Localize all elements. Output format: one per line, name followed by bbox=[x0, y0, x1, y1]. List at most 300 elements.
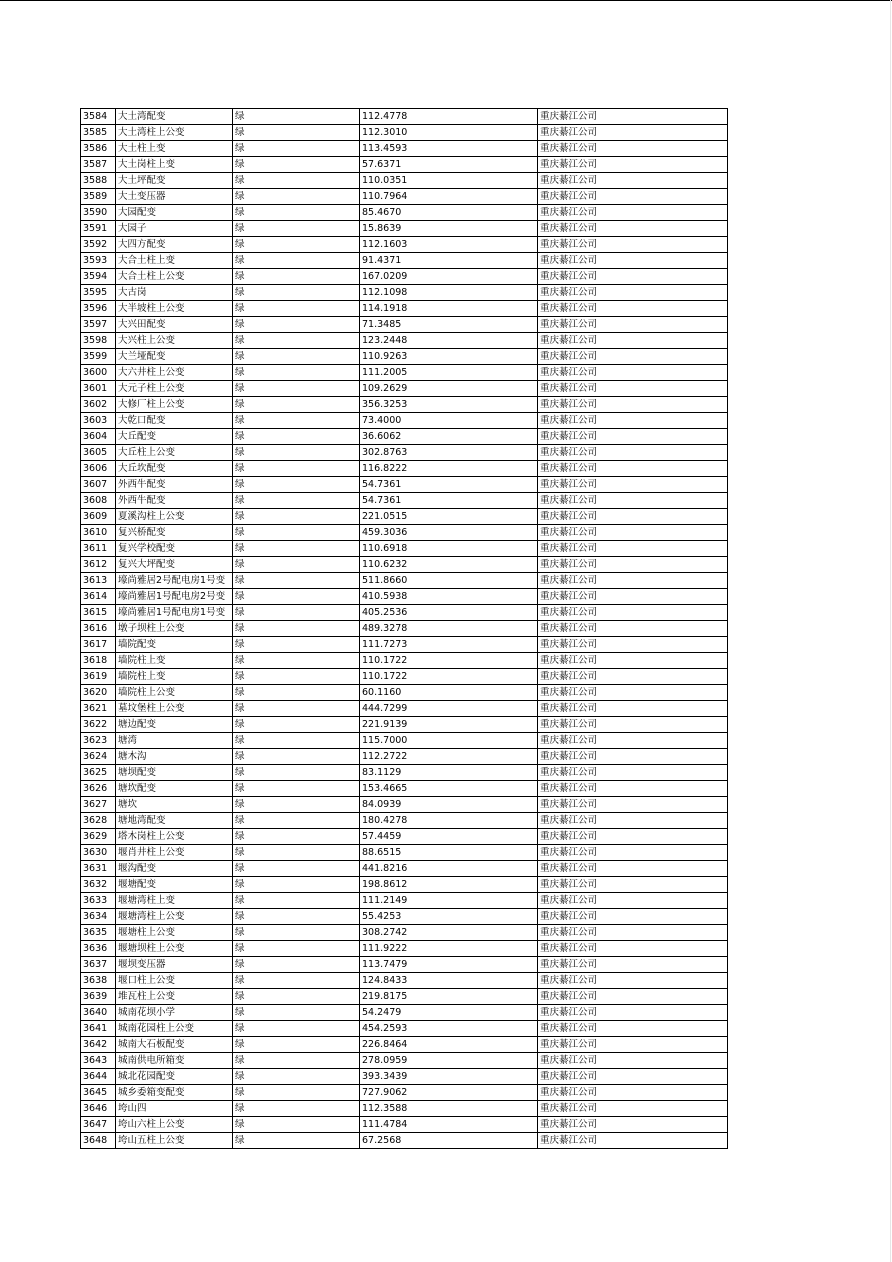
company-cell: 重庆綦江公司 bbox=[538, 925, 728, 941]
company-cell: 重庆綦江公司 bbox=[538, 189, 728, 205]
row-number-cell: 3633 bbox=[81, 893, 116, 909]
value-cell: 444.7299 bbox=[360, 701, 538, 717]
transformer-name-cell: 大元子柱上公变 bbox=[116, 381, 233, 397]
row-number-cell: 3620 bbox=[81, 685, 116, 701]
row-number-cell: 3605 bbox=[81, 445, 116, 461]
transformer-name-cell: 墩子坝柱上公变 bbox=[116, 621, 233, 637]
company-cell: 重庆綦江公司 bbox=[538, 845, 728, 861]
row-number-cell: 3640 bbox=[81, 1005, 116, 1021]
value-cell: 302.8763 bbox=[360, 445, 538, 461]
value-cell: 57.4459 bbox=[360, 829, 538, 845]
company-cell: 重庆綦江公司 bbox=[538, 557, 728, 573]
row-number-cell: 3647 bbox=[81, 1117, 116, 1133]
row-number-cell: 3615 bbox=[81, 605, 116, 621]
table-row bbox=[81, 685, 728, 701]
row-number-cell: 3630 bbox=[81, 845, 116, 861]
value-cell: 114.1918 bbox=[360, 301, 538, 317]
transformer-name-cell: 外西牛配变 bbox=[116, 477, 233, 493]
company-cell: 重庆綦江公司 bbox=[538, 637, 728, 653]
transformer-name-cell: 塘湾 bbox=[116, 733, 233, 749]
value-cell: 459.3036 bbox=[360, 525, 538, 541]
row-number-cell: 3594 bbox=[81, 269, 116, 285]
transformer-name-cell: 墓坟堡柱上公变 bbox=[116, 701, 233, 717]
row-number-cell: 3614 bbox=[81, 589, 116, 605]
table-row bbox=[81, 749, 728, 765]
status-color-cell: 绿 bbox=[233, 765, 360, 781]
row-number-cell: 3638 bbox=[81, 973, 116, 989]
value-cell: 110.1722 bbox=[360, 653, 538, 669]
transformer-name-cell: 城北花园配变 bbox=[116, 1069, 233, 1085]
row-number-cell: 3597 bbox=[81, 317, 116, 333]
status-color-cell: 绿 bbox=[233, 269, 360, 285]
transformer-name-cell: 壕尚雅居1号配电房1号变 bbox=[116, 605, 233, 621]
transformer-name-cell: 塘地湾配变 bbox=[116, 813, 233, 829]
table-row bbox=[81, 845, 728, 861]
transformer-name-cell: 堰塘坝柱上公变 bbox=[116, 941, 233, 957]
table-row bbox=[81, 429, 728, 445]
transformer-name-cell: 塘坝配变 bbox=[116, 765, 233, 781]
table-row bbox=[81, 285, 728, 301]
value-cell: 441.8216 bbox=[360, 861, 538, 877]
row-number-cell: 3596 bbox=[81, 301, 116, 317]
value-cell: 356.3253 bbox=[360, 397, 538, 413]
transformer-name-cell: 夏溪沟柱上公变 bbox=[116, 509, 233, 525]
row-number-cell: 3636 bbox=[81, 941, 116, 957]
value-cell: 110.6918 bbox=[360, 541, 538, 557]
table-row bbox=[81, 349, 728, 365]
value-cell: 116.8222 bbox=[360, 461, 538, 477]
company-cell: 重庆綦江公司 bbox=[538, 253, 728, 269]
company-cell: 重庆綦江公司 bbox=[538, 765, 728, 781]
transformer-name-cell: 堰塘配变 bbox=[116, 877, 233, 893]
row-number-cell: 3617 bbox=[81, 637, 116, 653]
transformer-name-cell: 堰塘柱上公变 bbox=[116, 925, 233, 941]
company-cell: 重庆綦江公司 bbox=[538, 397, 728, 413]
row-number-cell: 3608 bbox=[81, 493, 116, 509]
table-row bbox=[81, 1069, 728, 1085]
row-number-cell: 3601 bbox=[81, 381, 116, 397]
value-cell: 85.4670 bbox=[360, 205, 538, 221]
row-number-cell: 3641 bbox=[81, 1021, 116, 1037]
transformer-name-cell: 大土湾柱上公变 bbox=[116, 125, 233, 141]
company-cell: 重庆綦江公司 bbox=[538, 365, 728, 381]
status-color-cell: 绿 bbox=[233, 141, 360, 157]
value-cell: 110.0351 bbox=[360, 173, 538, 189]
table-row bbox=[81, 301, 728, 317]
table-row bbox=[81, 253, 728, 269]
table-row bbox=[81, 1117, 728, 1133]
table-row bbox=[81, 141, 728, 157]
row-number-cell: 3628 bbox=[81, 813, 116, 829]
transformer-name-cell: 大合土柱上变 bbox=[116, 253, 233, 269]
table-row bbox=[81, 829, 728, 845]
status-color-cell: 绿 bbox=[233, 429, 360, 445]
value-cell: 54.7361 bbox=[360, 493, 538, 509]
transformer-name-cell: 大园子 bbox=[116, 221, 233, 237]
table-row bbox=[81, 941, 728, 957]
value-cell: 54.7361 bbox=[360, 477, 538, 493]
status-color-cell: 绿 bbox=[233, 237, 360, 253]
transformer-name-cell: 塔木岗柱上公变 bbox=[116, 829, 233, 845]
transformer-name-cell: 复兴大坪配变 bbox=[116, 557, 233, 573]
row-number-cell: 3598 bbox=[81, 333, 116, 349]
status-color-cell: 绿 bbox=[233, 317, 360, 333]
transformer-name-cell: 大土湾配变 bbox=[116, 109, 233, 125]
table-row bbox=[81, 925, 728, 941]
page-right-edge bbox=[890, 0, 891, 1262]
value-cell: 112.1098 bbox=[360, 285, 538, 301]
row-number-cell: 3644 bbox=[81, 1069, 116, 1085]
transformer-name-cell: 大园配变 bbox=[116, 205, 233, 221]
company-cell: 重庆綦江公司 bbox=[538, 237, 728, 253]
value-cell: 112.4778 bbox=[360, 109, 538, 125]
value-cell: 153.4665 bbox=[360, 781, 538, 797]
transformer-name-cell: 堰口柱上公变 bbox=[116, 973, 233, 989]
company-cell: 重庆綦江公司 bbox=[538, 685, 728, 701]
table-row bbox=[81, 781, 728, 797]
status-color-cell: 绿 bbox=[233, 221, 360, 237]
value-cell: 111.9222 bbox=[360, 941, 538, 957]
transformer-name-cell: 大修厂柱上公变 bbox=[116, 397, 233, 413]
company-cell: 重庆綦江公司 bbox=[538, 1053, 728, 1069]
value-cell: 111.7273 bbox=[360, 637, 538, 653]
table-row bbox=[81, 413, 728, 429]
row-number-cell: 3590 bbox=[81, 205, 116, 221]
value-cell: 727.9062 bbox=[360, 1085, 538, 1101]
transformer-name-cell: 大半坡柱上公变 bbox=[116, 301, 233, 317]
table-row bbox=[81, 221, 728, 237]
status-color-cell: 绿 bbox=[233, 733, 360, 749]
status-color-cell: 绿 bbox=[233, 173, 360, 189]
company-cell: 重庆綦江公司 bbox=[538, 269, 728, 285]
status-color-cell: 绿 bbox=[233, 749, 360, 765]
company-cell: 重庆綦江公司 bbox=[538, 301, 728, 317]
company-cell: 重庆綦江公司 bbox=[538, 445, 728, 461]
status-color-cell: 绿 bbox=[233, 621, 360, 637]
status-color-cell: 绿 bbox=[233, 525, 360, 541]
row-number-cell: 3626 bbox=[81, 781, 116, 797]
value-cell: 110.9263 bbox=[360, 349, 538, 365]
row-number-cell: 3637 bbox=[81, 957, 116, 973]
status-color-cell: 绿 bbox=[233, 1117, 360, 1133]
value-cell: 112.3588 bbox=[360, 1101, 538, 1117]
status-color-cell: 绿 bbox=[233, 1085, 360, 1101]
transformer-name-cell: 垮山六柱上公变 bbox=[116, 1117, 233, 1133]
company-cell: 重庆綦江公司 bbox=[538, 989, 728, 1005]
transformer-name-cell: 城乡委箱变配变 bbox=[116, 1085, 233, 1101]
table-row bbox=[81, 877, 728, 893]
table-row bbox=[81, 765, 728, 781]
value-cell: 91.4371 bbox=[360, 253, 538, 269]
table-row bbox=[81, 893, 728, 909]
company-cell: 重庆綦江公司 bbox=[538, 429, 728, 445]
table-row bbox=[81, 717, 728, 733]
company-cell: 重庆綦江公司 bbox=[538, 1117, 728, 1133]
row-number-cell: 3589 bbox=[81, 189, 116, 205]
value-cell: 489.3278 bbox=[360, 621, 538, 637]
table-row bbox=[81, 605, 728, 621]
value-cell: 112.1603 bbox=[360, 237, 538, 253]
value-cell: 115.7000 bbox=[360, 733, 538, 749]
company-cell: 重庆綦江公司 bbox=[538, 381, 728, 397]
row-number-cell: 3646 bbox=[81, 1101, 116, 1117]
table-row bbox=[81, 317, 728, 333]
table-row bbox=[81, 1021, 728, 1037]
status-color-cell: 绿 bbox=[233, 349, 360, 365]
value-cell: 84.0939 bbox=[360, 797, 538, 813]
company-cell: 重庆綦江公司 bbox=[538, 973, 728, 989]
table-row bbox=[81, 1053, 728, 1069]
company-cell: 重庆綦江公司 bbox=[538, 877, 728, 893]
table-row bbox=[81, 973, 728, 989]
status-color-cell: 绿 bbox=[233, 557, 360, 573]
status-color-cell: 绿 bbox=[233, 1133, 360, 1149]
company-cell: 重庆綦江公司 bbox=[538, 589, 728, 605]
row-number-cell: 3591 bbox=[81, 221, 116, 237]
transformer-name-cell: 大合土柱上公变 bbox=[116, 269, 233, 285]
table-row bbox=[81, 573, 728, 589]
value-cell: 454.2593 bbox=[360, 1021, 538, 1037]
status-color-cell: 绿 bbox=[233, 253, 360, 269]
transformer-name-cell: 大兰垭配变 bbox=[116, 349, 233, 365]
transformer-name-cell: 城南花坝小学 bbox=[116, 1005, 233, 1021]
status-color-cell: 绿 bbox=[233, 605, 360, 621]
table-row bbox=[81, 269, 728, 285]
transformer-name-cell: 堆瓦柱上公变 bbox=[116, 989, 233, 1005]
row-number-cell: 3619 bbox=[81, 669, 116, 685]
status-color-cell: 绿 bbox=[233, 1069, 360, 1085]
transformer-name-cell: 大乾口配变 bbox=[116, 413, 233, 429]
transformer-name-cell: 塘坎 bbox=[116, 797, 233, 813]
table-row bbox=[81, 1133, 728, 1149]
company-cell: 重庆綦江公司 bbox=[538, 413, 728, 429]
company-cell: 重庆綦江公司 bbox=[538, 1005, 728, 1021]
company-cell: 重庆綦江公司 bbox=[538, 541, 728, 557]
transformer-name-cell: 大兴柱上公变 bbox=[116, 333, 233, 349]
value-cell: 111.2149 bbox=[360, 893, 538, 909]
row-number-cell: 3613 bbox=[81, 573, 116, 589]
table-row bbox=[81, 109, 728, 125]
value-cell: 111.2005 bbox=[360, 365, 538, 381]
table-row bbox=[81, 477, 728, 493]
status-color-cell: 绿 bbox=[233, 669, 360, 685]
status-color-cell: 绿 bbox=[233, 1021, 360, 1037]
status-color-cell: 绿 bbox=[233, 973, 360, 989]
row-number-cell: 3592 bbox=[81, 237, 116, 253]
value-cell: 54.2479 bbox=[360, 1005, 538, 1021]
status-color-cell: 绿 bbox=[233, 461, 360, 477]
table-row bbox=[81, 909, 728, 925]
transformer-name-cell: 大土岗柱上变 bbox=[116, 157, 233, 173]
transformer-name-cell: 堰塘湾柱上变 bbox=[116, 893, 233, 909]
row-number-cell: 3587 bbox=[81, 157, 116, 173]
status-color-cell: 绿 bbox=[233, 1005, 360, 1021]
status-color-cell: 绿 bbox=[233, 109, 360, 125]
table-row bbox=[81, 189, 728, 205]
company-cell: 重庆綦江公司 bbox=[538, 333, 728, 349]
status-color-cell: 绿 bbox=[233, 989, 360, 1005]
table-row bbox=[81, 861, 728, 877]
status-color-cell: 绿 bbox=[233, 685, 360, 701]
table-row bbox=[81, 237, 728, 253]
transformer-name-cell: 壕尚雅居1号配电房2号变 bbox=[116, 589, 233, 605]
status-color-cell: 绿 bbox=[233, 445, 360, 461]
table-row bbox=[81, 125, 728, 141]
company-cell: 重庆綦江公司 bbox=[538, 109, 728, 125]
row-number-cell: 3648 bbox=[81, 1133, 116, 1149]
status-color-cell: 绿 bbox=[233, 957, 360, 973]
company-cell: 重庆綦江公司 bbox=[538, 653, 728, 669]
value-cell: 71.3485 bbox=[360, 317, 538, 333]
company-cell: 重庆綦江公司 bbox=[538, 717, 728, 733]
value-cell: 226.8464 bbox=[360, 1037, 538, 1053]
row-number-cell: 3635 bbox=[81, 925, 116, 941]
company-cell: 重庆綦江公司 bbox=[538, 605, 728, 621]
table-row bbox=[81, 333, 728, 349]
table-row bbox=[81, 813, 728, 829]
value-cell: 123.2448 bbox=[360, 333, 538, 349]
status-color-cell: 绿 bbox=[233, 701, 360, 717]
value-cell: 110.1722 bbox=[360, 669, 538, 685]
transformer-name-cell: 大丘配变 bbox=[116, 429, 233, 445]
transformer-name-cell: 大丘柱上公变 bbox=[116, 445, 233, 461]
value-cell: 278.0959 bbox=[360, 1053, 538, 1069]
company-cell: 重庆綦江公司 bbox=[538, 941, 728, 957]
value-cell: 410.5938 bbox=[360, 589, 538, 605]
company-cell: 重庆綦江公司 bbox=[538, 477, 728, 493]
row-number-cell: 3645 bbox=[81, 1085, 116, 1101]
row-number-cell: 3610 bbox=[81, 525, 116, 541]
table-row bbox=[81, 621, 728, 637]
company-cell: 重庆綦江公司 bbox=[538, 157, 728, 173]
value-cell: 55.4253 bbox=[360, 909, 538, 925]
table-row bbox=[81, 637, 728, 653]
table-row bbox=[81, 397, 728, 413]
company-cell: 重庆綦江公司 bbox=[538, 573, 728, 589]
status-color-cell: 绿 bbox=[233, 909, 360, 925]
row-number-cell: 3604 bbox=[81, 429, 116, 445]
row-number-cell: 3618 bbox=[81, 653, 116, 669]
company-cell: 重庆綦江公司 bbox=[538, 893, 728, 909]
table-row bbox=[81, 493, 728, 509]
row-number-cell: 3629 bbox=[81, 829, 116, 845]
row-number-cell: 3586 bbox=[81, 141, 116, 157]
row-number-cell: 3612 bbox=[81, 557, 116, 573]
company-cell: 重庆綦江公司 bbox=[538, 813, 728, 829]
status-color-cell: 绿 bbox=[233, 285, 360, 301]
table-row bbox=[81, 669, 728, 685]
status-color-cell: 绿 bbox=[233, 365, 360, 381]
status-color-cell: 绿 bbox=[233, 925, 360, 941]
value-cell: 405.2536 bbox=[360, 605, 538, 621]
row-number-cell: 3634 bbox=[81, 909, 116, 925]
transformer-table bbox=[80, 108, 728, 1149]
table-row bbox=[81, 653, 728, 669]
company-cell: 重庆綦江公司 bbox=[538, 669, 728, 685]
status-color-cell: 绿 bbox=[233, 877, 360, 893]
table-row bbox=[81, 541, 728, 557]
transformer-name-cell: 大土坪配变 bbox=[116, 173, 233, 189]
row-number-cell: 3602 bbox=[81, 397, 116, 413]
row-number-cell: 3600 bbox=[81, 365, 116, 381]
status-color-cell: 绿 bbox=[233, 717, 360, 733]
company-cell: 重庆綦江公司 bbox=[538, 1133, 728, 1149]
transformer-name-cell: 城南花园柱上公变 bbox=[116, 1021, 233, 1037]
company-cell: 重庆綦江公司 bbox=[538, 173, 728, 189]
status-color-cell: 绿 bbox=[233, 1053, 360, 1069]
value-cell: 112.2722 bbox=[360, 749, 538, 765]
value-cell: 221.0515 bbox=[360, 509, 538, 525]
status-color-cell: 绿 bbox=[233, 893, 360, 909]
value-cell: 109.2629 bbox=[360, 381, 538, 397]
value-cell: 113.7479 bbox=[360, 957, 538, 973]
value-cell: 124.8433 bbox=[360, 973, 538, 989]
transformer-name-cell: 大兴田配变 bbox=[116, 317, 233, 333]
table-row bbox=[81, 733, 728, 749]
row-number-cell: 3643 bbox=[81, 1053, 116, 1069]
status-color-cell: 绿 bbox=[233, 477, 360, 493]
status-color-cell: 绿 bbox=[233, 1101, 360, 1117]
status-color-cell: 绿 bbox=[233, 829, 360, 845]
table-row bbox=[81, 797, 728, 813]
company-cell: 重庆綦江公司 bbox=[538, 509, 728, 525]
transformer-name-cell: 城南供电所箱变 bbox=[116, 1053, 233, 1069]
row-number-cell: 3639 bbox=[81, 989, 116, 1005]
transformer-name-cell: 塘坎配变 bbox=[116, 781, 233, 797]
row-number-cell: 3624 bbox=[81, 749, 116, 765]
status-color-cell: 绿 bbox=[233, 189, 360, 205]
status-color-cell: 绿 bbox=[233, 301, 360, 317]
status-color-cell: 绿 bbox=[233, 397, 360, 413]
row-number-cell: 3595 bbox=[81, 285, 116, 301]
value-cell: 60.1160 bbox=[360, 685, 538, 701]
table-row bbox=[81, 557, 728, 573]
transformer-name-cell: 垮山四 bbox=[116, 1101, 233, 1117]
row-number-cell: 3623 bbox=[81, 733, 116, 749]
transformer-name-cell: 墙院柱上公变 bbox=[116, 685, 233, 701]
table-row bbox=[81, 445, 728, 461]
company-cell: 重庆綦江公司 bbox=[538, 733, 728, 749]
transformer-name-cell: 塘边配变 bbox=[116, 717, 233, 733]
company-cell: 重庆綦江公司 bbox=[538, 317, 728, 333]
value-cell: 111.4784 bbox=[360, 1117, 538, 1133]
company-cell: 重庆綦江公司 bbox=[538, 1069, 728, 1085]
value-cell: 198.8612 bbox=[360, 877, 538, 893]
transformer-name-cell: 堰沟配变 bbox=[116, 861, 233, 877]
company-cell: 重庆綦江公司 bbox=[538, 349, 728, 365]
row-number-cell: 3632 bbox=[81, 877, 116, 893]
status-color-cell: 绿 bbox=[233, 413, 360, 429]
transformer-name-cell: 墙院柱上变 bbox=[116, 669, 233, 685]
table-row bbox=[81, 381, 728, 397]
status-color-cell: 绿 bbox=[233, 205, 360, 221]
company-cell: 重庆綦江公司 bbox=[538, 957, 728, 973]
status-color-cell: 绿 bbox=[233, 781, 360, 797]
transformer-name-cell: 堰坝变压器 bbox=[116, 957, 233, 973]
status-color-cell: 绿 bbox=[233, 861, 360, 877]
status-color-cell: 绿 bbox=[233, 637, 360, 653]
transformer-name-cell: 堰肖井柱上公变 bbox=[116, 845, 233, 861]
transformer-name-cell: 大土变压器 bbox=[116, 189, 233, 205]
value-cell: 83.1129 bbox=[360, 765, 538, 781]
table-row bbox=[81, 461, 728, 477]
company-cell: 重庆綦江公司 bbox=[538, 141, 728, 157]
status-color-cell: 绿 bbox=[233, 493, 360, 509]
company-cell: 重庆綦江公司 bbox=[538, 861, 728, 877]
status-color-cell: 绿 bbox=[233, 573, 360, 589]
row-number-cell: 3625 bbox=[81, 765, 116, 781]
company-cell: 重庆綦江公司 bbox=[538, 701, 728, 717]
